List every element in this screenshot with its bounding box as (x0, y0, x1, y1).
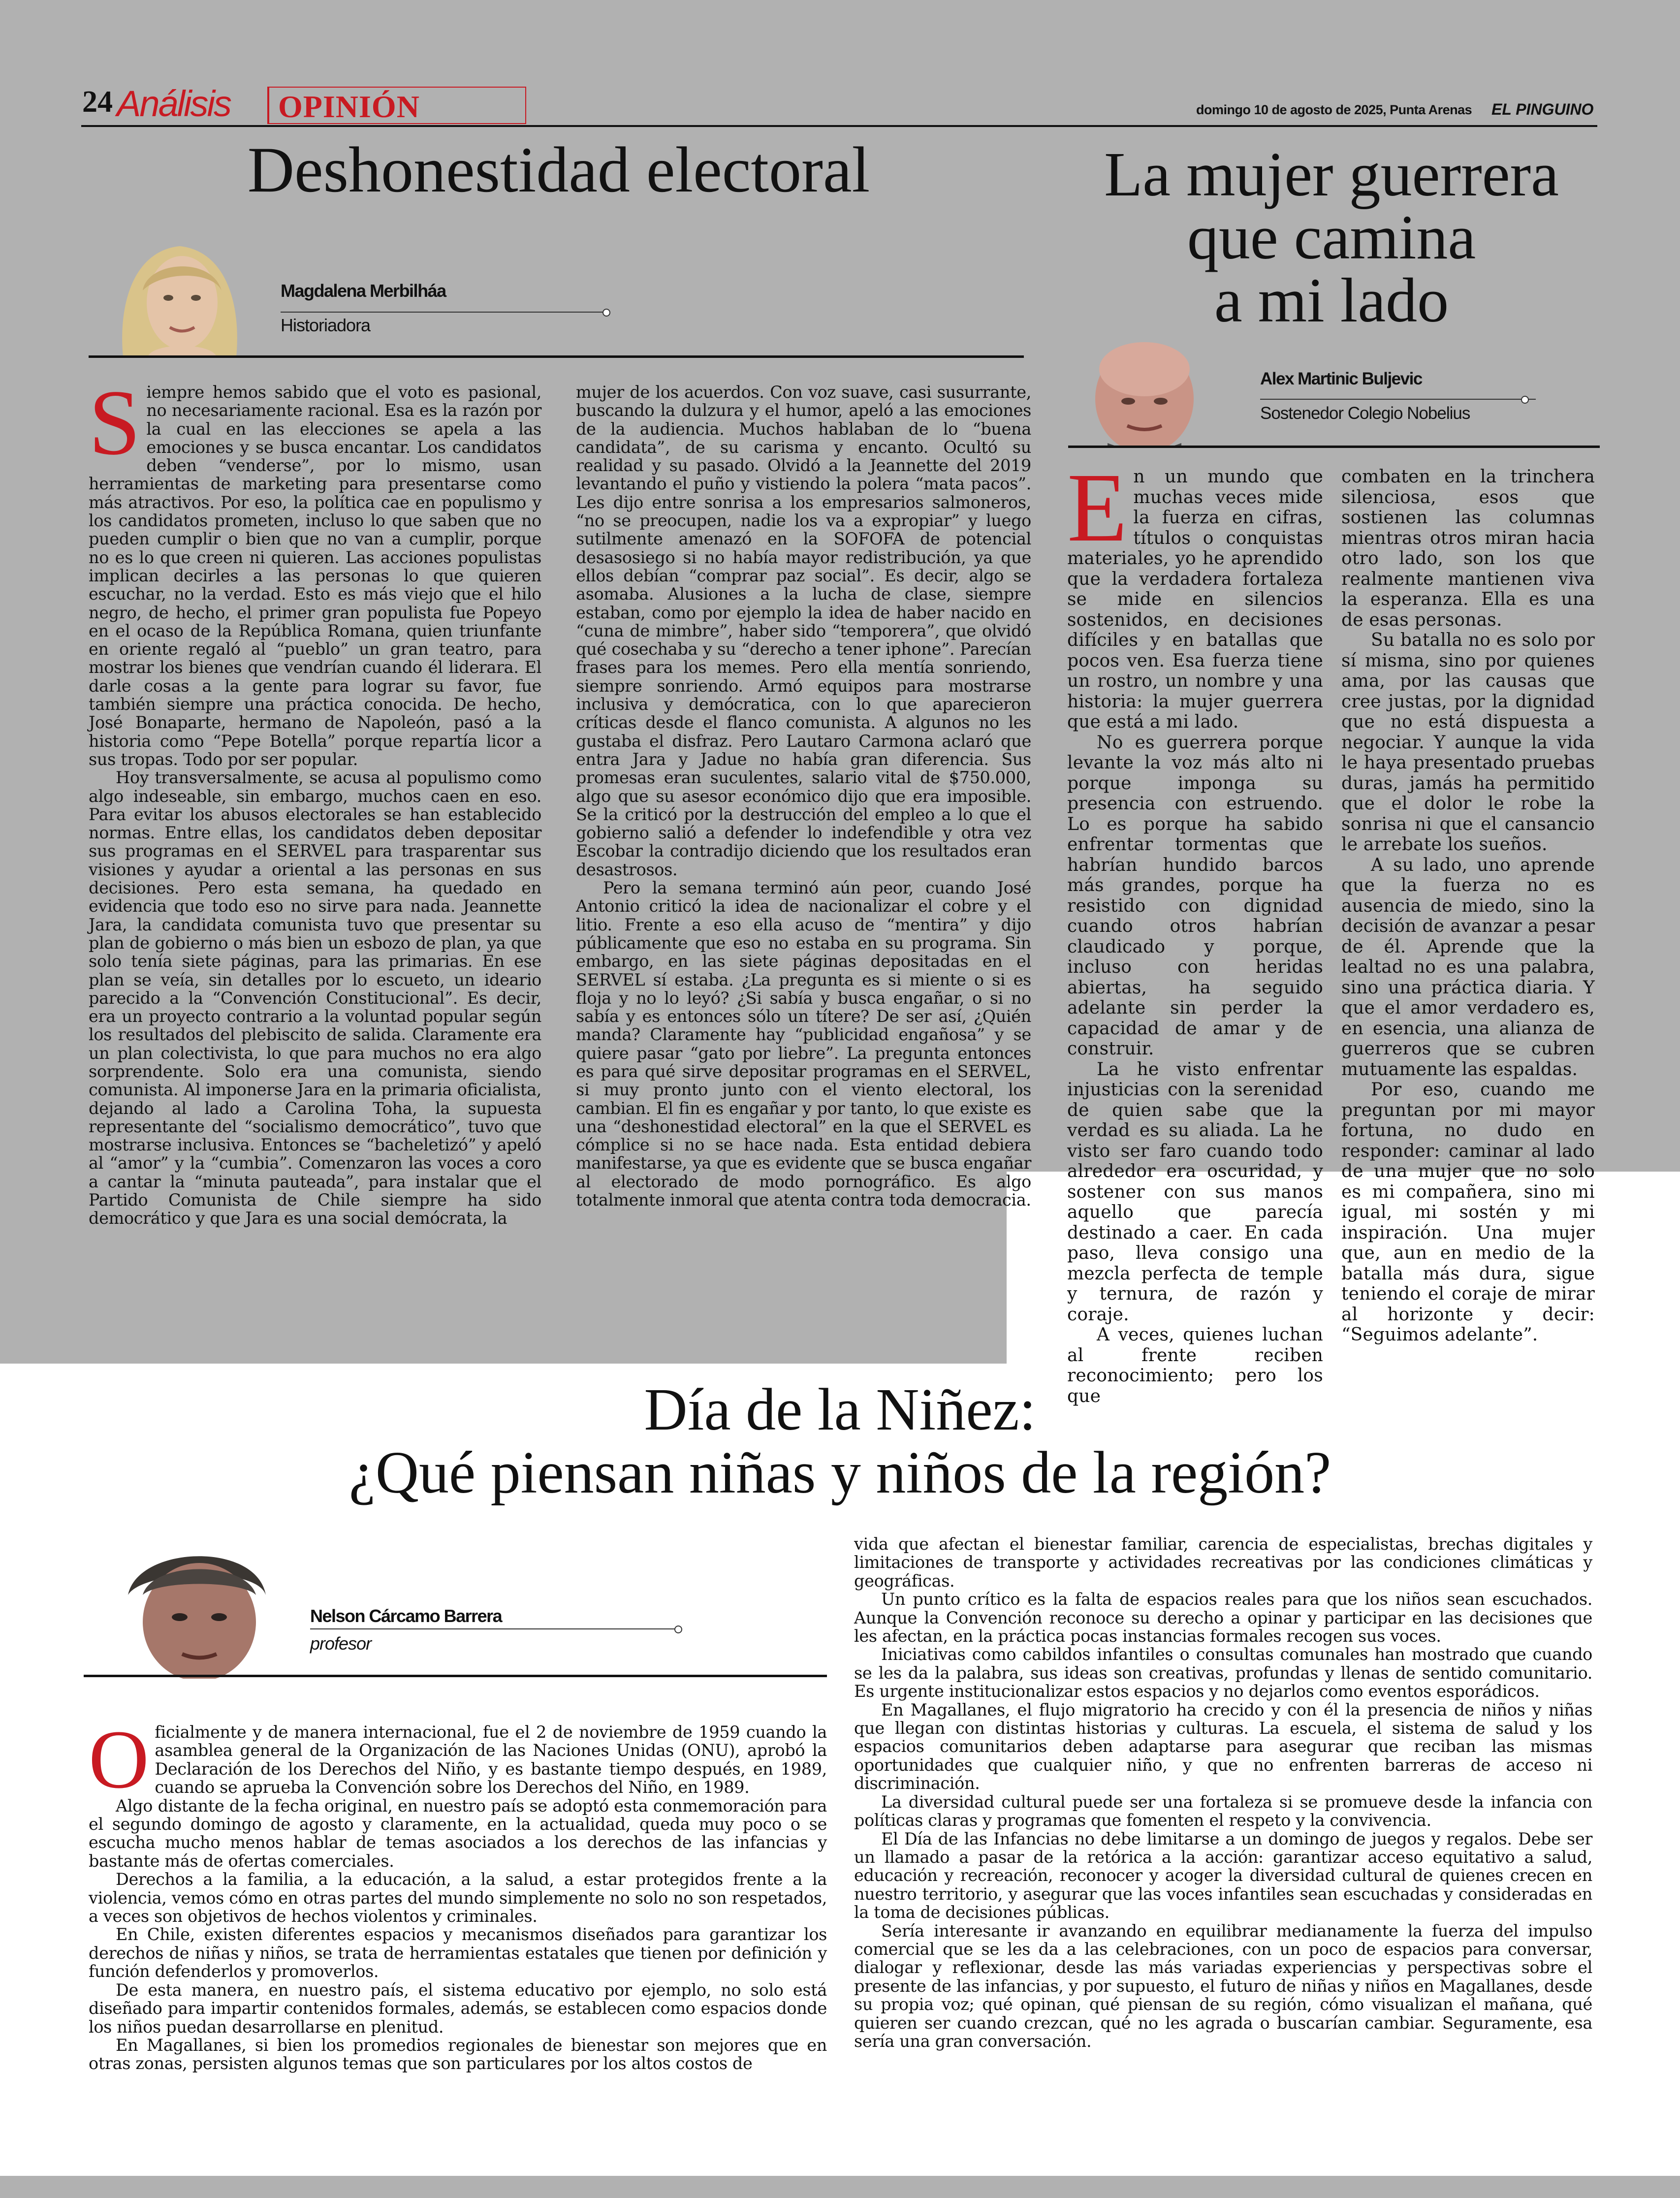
article1-author-rule-dot (602, 309, 610, 317)
article2-col1-para-4: A veces, quienes luchan al frente reciben reconocimiento; pero los que (1067, 1325, 1323, 1406)
article3-col1-para-1: Oficialmente y de manera internacional, fue el 2 de noviembre de 1959 cuando la asamblea general de la Organización de las Naciones Unidas (ONU), aprobó la Declaración de los Derechos del Niño, y es bastante tiempo después, en 1989, cuando se aprueba la Convención sobre los Derechos del Niño, en 1989. (89, 1713, 827, 1806)
article3-title-line-1: Día de la Niñez: (644, 1376, 1036, 1443)
article2-author-rule-dot (1521, 396, 1529, 404)
article2-col2-para-2: Su batalla no es solo por sí misma, sino por quienes ama, por las causas que cree justas, por la dignidad que no está dispuesta a negociar. Y aunque la vida le haya presentado pruebas duras, jamás ha permitido que el dolor le robe la sonrisa ni que el cansancio le arrebate los sueños. (1341, 630, 1595, 855)
article1-title: Deshonestidad electoral (247, 133, 870, 206)
article3-col1-para-5: De esta manera, en nuestro país, el sistema educativo por ejemplo, no solo está diseñado para impartir contenidos formales, además, se establecen como espacios donde los niños puedan desarrollarse en plenitud. (89, 1980, 827, 2037)
portrait-woman-icon (89, 231, 271, 357)
article3-author-photo (108, 1536, 285, 1679)
article3-col2-para-1: vida que afectan el bienestar familiar, carencia de especialistas, brechas digitales y limitaciones de transporte y actividades recreativas por las condiciones climáticas y geográficas. (854, 1534, 1592, 1591)
article2-column-2 (1341, 467, 1595, 1345)
article2-col2-para-1: combaten en la trinchera silenciosa, esos que sostienen las columnas mientras otros miran hacia otro lado, son los que realmente mantienen viva la esperanza. Ella es una de esas personas. (1341, 467, 1595, 630)
article3-col1-para-3: Derechos a la familia, a la educación, a la salud, a estar protegidos frente a la violencia, vemos cómo en otras partes del mundo simplemente no solo no son respetados, a veces son objetivos de hechos violentos y criminales. (89, 1870, 827, 1926)
article3-title-line-2: ¿Qué piensan niñas y niños de la región? (349, 1439, 1331, 1506)
article3-col1-para-2: Algo distante de la fecha original, en nuestro país se adoptó esta conmemoración para el segundo domingo de agosto y claramente, en la actualidad, queda muy poco o se escucha mucho menos hablar de temas asociados a los derechos de las infancias y bastante más de ofertas comerciales. (89, 1796, 827, 1871)
article2-header-rule (1068, 446, 1600, 448)
section-label-box (267, 87, 526, 124)
page-number: 24 (82, 85, 113, 119)
article3-col1-para-4: En Chile, existen diferentes espacios y mecanismos diseñados para garantizar los derechos de niñas y niños, se trata de herramientas estatales que tienen por definición y función defenderlos y promoverlos. (89, 1925, 827, 1981)
article2-author-name: Alex Martinic Buljevic (1260, 369, 1422, 388)
article3-col2-para-5: La diversidad cultural puede ser una fortaleza si se promueve desde la infancia con políticas claras y programas que fomenten el respeto y la convivencia. (854, 1792, 1592, 1830)
article3-col2-para-7: Sería interesante ir avanzando en equilibrar medianamente la fuerza del impulso comercial que se les da a las celebraciones, con un poco de espacios para conversar, dialogar y reflexionar, desde las más variadas experiencias y perspectivas sobre el presente de las infancias, y por supuesto, el futuro de niñas y niños en Magallanes, desde su propia voz; qué opinan, qué piensan de su región, cómo visualizan el mañana, qué quieren ser cuando crezcan, qué no les agrada o buscarían cambiar. Seguramente, esa sería una gran conversación. (854, 1921, 1592, 2051)
article2-col1-para-3: La he visto enfrentar injusticias con la serenidad de quien sabe que la verdad es su aliada. La he visto ser faro cuando todo alrededor era oscuridad, y sostener con sus manos aquello que parecía destinado a caer. En cada paso, lleva consigo una mezcla perfecta de temple y ternura, de razón y coraje. (1067, 1059, 1323, 1325)
article2-title-line-3: a mi lado (1214, 265, 1449, 335)
article3-col1-para-6: En Magallanes, si bien los promedios regionales de bienestar son mejores que en otras zonas, persisten algunos temas que son particulares por los altos costos de (89, 2035, 827, 2073)
article1-header-rule (89, 355, 1024, 358)
portrait-man-icon (1073, 340, 1216, 448)
article1-col1-para-2: Hoy transversalmente, se acusa al populismo como algo indeseable, sin embargo, muchos caen en eso. Para evitar los abusos electorales se han establecido normas. Entre ellas, los candidatos deben depositar sus programas en el SERVEL para trasparentar sus visiones y ayudar a oriental a las personas en sus decisiones. Pero esta semana, ha quedado en evidencia que todo eso no sirve para nada. Jeannette Jara, la candidata comunista tuvo que presentar su plan de gobierno o más bien un esbozo de plan, ya que solo tenía siete páginas, para las primarias. En ese plan se veía, sin detalles por lo escueto, un ideario parecido a la “Convención Constitucional”. Es decir, era un proyecto contrario a la voluntad popular según los resultados del plebiscito de salida. Claramente era un plan colectivista, lo que para muchos no era algo sorprendente. Solo era una comunista, siendo comunista. Al imponerse Jara en la primaria oficialista, dejando al lado a Carolina Toha, la supuesta representante del “socialismo democrático”, tuvo que mostrarse inclusiva. Entonces se “bacheletizó” y apeló al “amor” y la “cumbia”. Comenzaron las voces a coro a cantar la “minuta pauteada”, para instalar que el Partido Comunista de Chile siempre ha sido democrático y que Jara es una social demócrata, la (89, 768, 541, 1228)
date-line: domingo 10 de agosto de 2025, Punta Arenas (1196, 102, 1472, 117)
section-label: OPINIÓN (278, 89, 420, 124)
article2-author-rule (1260, 399, 1536, 400)
article1-author-role: Historiadora (281, 315, 371, 335)
article3-col2-para-2: Un punto crítico es la falta de espacios reales para que los niños sean escuchados. Aunque la Convención reconoce su derecho a opinar y participar en las decisiones que les afectan, en la práctica pocas instancias formales recogen sus voces. (854, 1590, 1592, 1646)
article3-author-rule (310, 1628, 679, 1629)
article3-col2-para-4: En Magallanes, el flujo migratorio ha crecido y con él la presencia de niños y niñas que llegan con distintas historias y culturas. La escuela, el sistema de salud y los espacios comunitarios deben adaptarse para asegurar que reciban las mismas oportunidades que cualquier niño, y que no enfrenten barreras de acceso ni discriminación. (854, 1700, 1592, 1793)
article2-author-role: Sostenedor Colegio Nobelius (1260, 404, 1470, 423)
article2-title (1048, 139, 1615, 335)
article3-title (49, 1378, 1631, 1504)
article1-column-2 (576, 383, 1031, 1209)
article1-col2-para-2: Pero la semana terminó aún peor, cuando José Antonio criticó la idea de nacionalizar el cobre y el litio. Frente a eso ella acuso de “mentira” y dijo públicamente que eso no estaba en su programa. Sin embargo, en las siete páginas depositadas en el SERVEL sí estaba. ¿La pregunta es si miente o si es floja y no lo leyó? ¿Si sabía y busca engañar, o si no sabía y es entonces sólo un títere? De ser así, ¿Quién manda? Claramente hay “publicidad engañosa” y se quiere pasar “gato por liebre”. La pregunta entonces es para qué sirve depositar programas en el SERVEL, si muy pronto junto con el viento electoral, los cambian. El fin es engañar y por tanto, lo que existe es una “deshonestidad electoral” en la que el SERVEL es cómplice si no se hace nada. Esta entidad debiera manifestarse, ya que es evidente que se busca engañar al electorado de modo pornográfico. Es algo totalmente inmoral que atenta contra toda democracia. (576, 878, 1031, 1210)
article1-col2-para-1: mujer de los acuerdos. Con voz suave, casi susurrante, buscando la dulzura y el humor, apeló a las emociones de la audiencia. Muchos hablaban de lo “buena candidata”, de su carisma y encanto. Ocultó su realidad y su pasado. Olvidó a la Jeannette del 2019 levantando el puño y vistiendo la polera “mata pacos”. Les dijo entre sonrisa a los empresarios salmoneros, “no se preocupen, nadie los va a expropiar” y luego sutilmente amenazó en la SOFOFA de potencial desasosiego si no había mayor redistribución, ya que ellos debían “comprar paz social”. Es decir, algo se asomaba. Alusiones a la lucha de clase, siempre estaban, como por ejemplo la idea de haber nacido en “cuna de mimbre”, haber sido “temporera”, que olvidó qué cosechaba y su “derecho a tener iphone”. Parecían frases para los memes. Pero ella mentía sonriendo, siempre sonriendo. Armó equipos para mostrarse inclusiva y demócratica, con lo que aparecieron críticas desde el flanco comunista. A algunos no les gustaba el disfraz. Pero Lautaro Carmona aclaró que entra Jara y Jadue no había gran diferencia. Sus promesas eran suculentes, salario vital de $750.000, algo que su asesor económico dijo que era imposible. Se la criticó por la destrucción del empleo a lo que el gobierno salió a defender lo indefendible y otra vez Escobar la contradijo diciendo que los resultados eran desastrosos. (576, 382, 1031, 879)
article3-column-2 (854, 1535, 1592, 2050)
article2-col2-para-4: Por eso, cuando me preguntan por mi mayor fortuna, no dudo en responder: caminar al lado de una mujer que no solo es mi compañera, sino mi igual, mi sostén y mi inspiración. Una mujer que, aun en medio de la batalla más dura, sigue teniendo el coraje de mirar al horizonte y decir: “Seguimos adelante”. (1341, 1080, 1595, 1345)
article2-title-line-1: La mujer guerrera (1104, 139, 1559, 209)
portrait-man-glasses-icon (108, 1536, 285, 1679)
paper-name: EL PINGUINO (1491, 100, 1594, 118)
article1-column-1 (89, 371, 541, 1228)
article3-col2-para-3: Iniciativas como cabildos infantiles o consultas comunales han mostrado que cuando se les da la palabra, sus ideas son creativas, profundas y llenas de sentido comunitario. Es urgente institucionalizar estos espacios y no dejarlos como eventos esporádicos. (854, 1645, 1592, 1701)
article2-title-line-2: que camina (1187, 202, 1476, 272)
bottom-grey-band (0, 2182, 1680, 2198)
article1-col1-para-1: Siempre hemos sabido que el voto es pasional, no necesariamente racional. Esa es la razón por la cual en las elecciones se apela a las emociones y se busca encantar. Los candidatos deben “venderse”, por lo mismo, usan herramientas de marketing para presentarse como más atractivos. Por eso, la política cae en populismo y los candidatos prometen, incluso lo que saben que no pueden cumplir o bien que no van a cumplir, porque no es lo que creen ni quieren. Las acciones populistas implican decirles a las personas lo que quieren escuchar, no la verdad. Esto es más viejo que el hilo negro, de hecho, el primer gran populista fue Popeyo en el ocaso de la República Romana, quien triunfante en oriente regaló al “pueblo” un gran teatro, para mostrar los bienes que vendrían cuando él liderara. El darle cosas a la gente para lograr su favor, fue también siempre una práctica conocida. De hecho, José Bonaparte, hermano de Napoleón, pasó a la historia como “Pepe Botella” porque repartía licor a sus tropas. Todo por ser popular. (89, 371, 541, 769)
article2-col2-para-3: A su lado, uno aprende que la fuerza no es ausencia de miedo, sino la decisión de avanzar a pesar de él. Aprende que la lealtad no es una palabra, sino una práctica diaria. Y que el amor verdadero es, en esencia, una alianza de guerreros que se cubren mutuamente las espaldas. (1341, 855, 1595, 1080)
article3-header-rule (84, 1675, 827, 1677)
article3-drop-cap: O (89, 1713, 149, 1806)
article3-author-rule-dot (674, 1625, 682, 1633)
article2-author-photo (1073, 340, 1216, 448)
article1-author-rule (281, 312, 605, 313)
article1-author-photo (89, 231, 271, 357)
article3-col2-para-6: El Día de las Infancias no debe limitarse a un domingo de juegos y regalos. Debe ser un llamado a pasar de la retórica a la acción: garantizar acceso equitativo a salud, educación y recreación, reconocer y acoger la diversidad cultural de quienes crecen en nuestro territorio, y asegurar que las voces infantiles sean escuchadas y consideradas en la toma de decisiones públicas. (854, 1829, 1592, 1922)
article2-col1-para-1: En un mundo que muchas veces mide la fuerza en cifras, títulos o conquistas materiales, yo he aprendido que la verdadera fortaleza se mide en silencios sostenidos, en decisiones difíciles y en batallas que pocos ven. Esa fuerza tiene un rostro, un nombre y una historia: la mujer guerrera que está a mi lado. (1067, 453, 1323, 732)
article1-author-name: Magdalena Merbilháa (281, 281, 446, 301)
article3-author-name: Nelson Cárcamo Barrera (310, 1606, 502, 1626)
article3-column-1 (89, 1713, 827, 2073)
article1-drop-cap: S (89, 371, 141, 475)
page-header (81, 83, 1597, 128)
article2-drop-cap: E (1067, 453, 1128, 562)
article2-column-1 (1067, 453, 1323, 1406)
header-rule (81, 125, 1597, 127)
section-script: Análisis (117, 83, 230, 124)
article2-col1-para-2: No es guerrera porque levante la voz más alto ni porque imponga su presencia con estruendo. Lo es porque ha sabido enfrentar tormentas que habrían hundido barcos más grandes, porque ha resistido con dignidad cuando otros habrían claudicado y porque, incluso con heridas abiertas, ha seguido adelante sin perder la capacidad de amar y de construir. (1067, 732, 1323, 1059)
article3-author-role: profesor (310, 1633, 372, 1654)
